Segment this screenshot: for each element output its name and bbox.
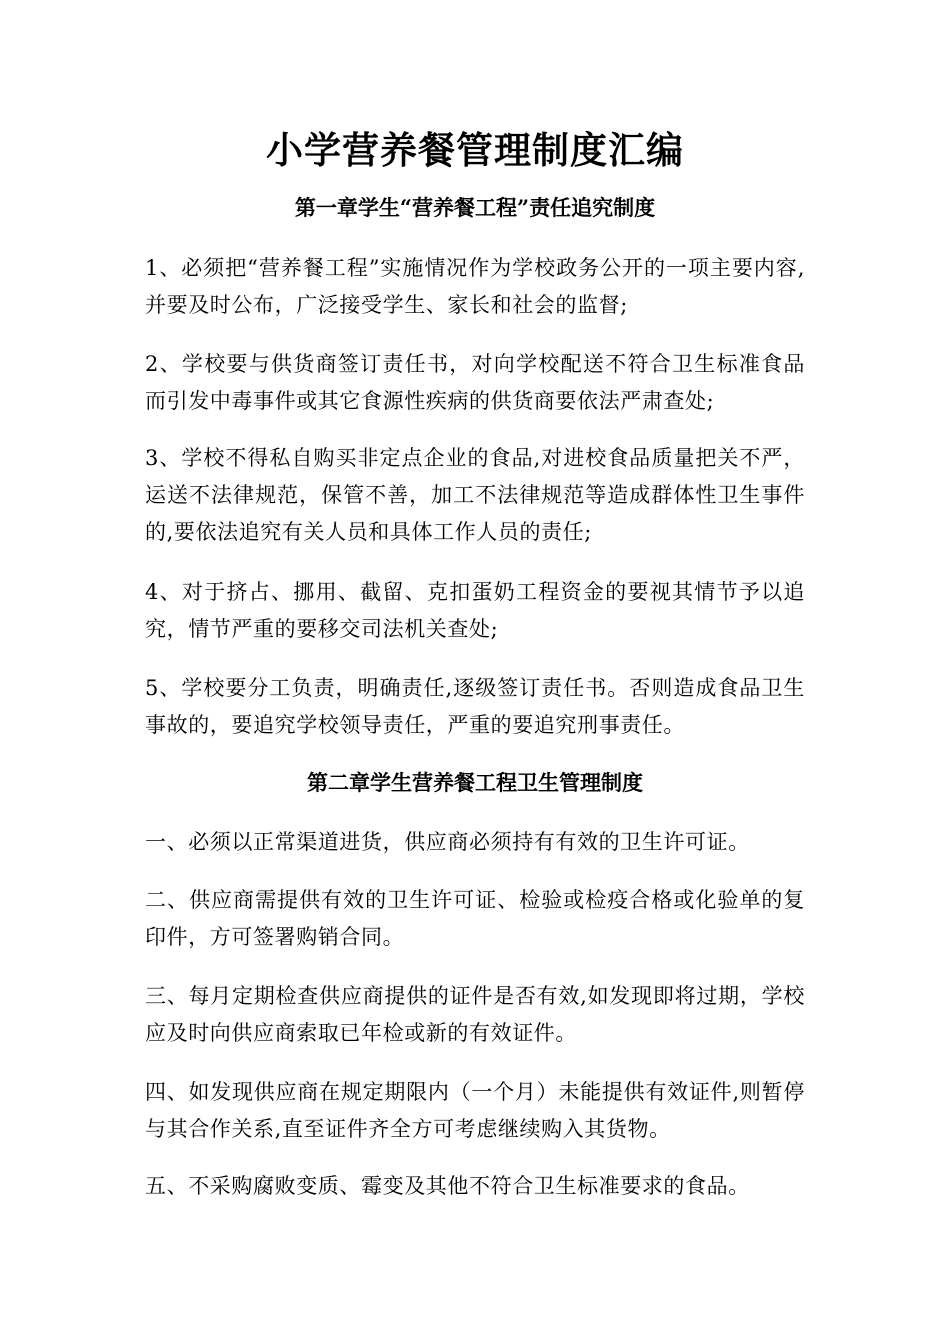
chapter-1-item-4: 4、对于挤占、挪用、截留、克扣蛋奶工程资金的要视其情节予以追究，情节严重的要移交司法机关查处; [145,580,805,641]
chapter-2-heading: 第二章学生营养餐工程卫生管理制度 [307,770,643,795]
chapter-2-item-4: 四、如发现供应商在规定期限内（一个月）未能提供有效证件,则暂停与其合作关系,直至证件齐全方可考虑继续购入其货物。 [145,1080,805,1141]
chapter-2-item-2: 二、供应商需提供有效的卫生许可证、检验或检疫合格或化验单的复印件，方可签署购销合同。 [145,888,805,949]
chapter-2-item-3: 三、每月定期检查供应商提供的证件是否有效,如发现即将过期，学校应及时向供应商索取已年检或新的有效证件。 [145,984,805,1045]
chapter-1-item-5: 5、学校要分工负责，明确责任,逐级签订责任书。否则造成食品卫生事故的，要追究学校领导责任，严重的要追究刑事责任。 [145,676,805,737]
chapter-1-item-3: 3、学校不得私自购买非定点企业的食品,对进校食品质量把关不严，运送不法律规范，保管不善，加工不法律规范等造成群体性卫生事件的,要依法追究有关人员和具体工作人员的责任; [145,446,805,544]
chapter-1-item-2: 2、学校要与供货商签订责任书，对向学校配送不符合卫生标准食品而引发中毒事件或其它食源性疾病的供货商要依法严肃查处; [145,352,805,413]
document-title: 小学营养餐管理制度汇编 [266,128,684,172]
chapter-1-heading: 第一章学生“营养餐工程”责任追究制度 [294,195,656,220]
chapter-2-item-1: 一、必须以正常渠道进货，供应商必须持有有效的卫生许可证。 [145,830,750,854]
chapter-2-item-5: 五、不采购腐败变质、霉变及其他不符合卫生标准要求的食品。 [145,1174,750,1198]
chapter-1-item-1: 1、必须把“营养餐工程”实施情况作为学校政务公开的一项主要内容,并要及时公布，广泛接受学生、家长和社会的监督; [145,256,805,317]
